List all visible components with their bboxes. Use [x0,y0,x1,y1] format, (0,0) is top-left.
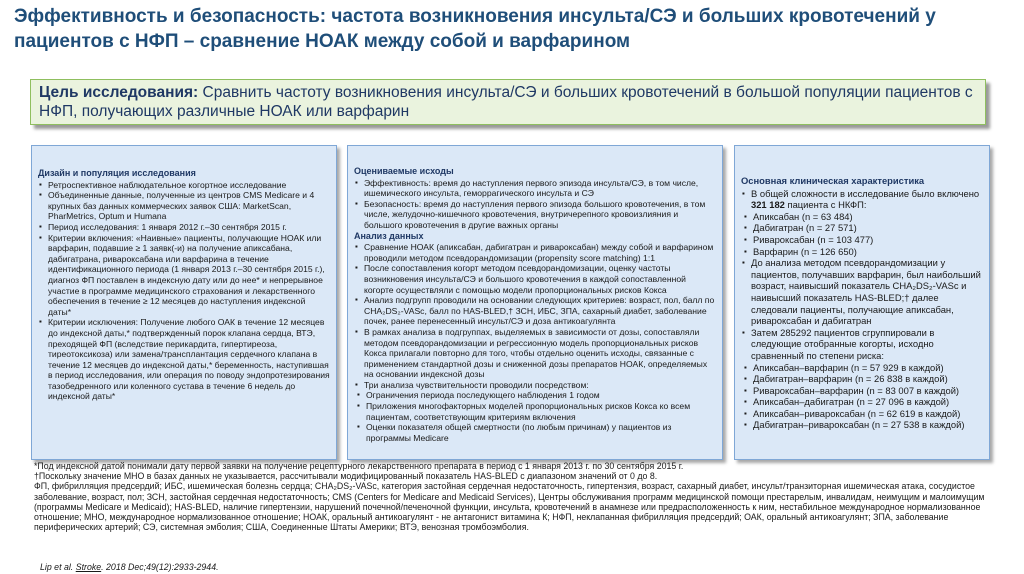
list-item: ▪ Сравнение НОАК (апиксабан, дабигатран и ривароксабан) между собой и варфарином проводили методом псевдорандомизации (propensity score matching) 1:1 [364,242,716,263]
list-item: ▪ Анализ подгрупп проводили на основании следующих критериев: возраст, пол, балл по CHA₂DS₂-VASc, балл по HAS-BLED,† ЗСН, ИБС, ЗПА, сахарный диабет, заболевание почек, ранее перенесенный инсульт/СЭ и доза антикоагулянта [364,295,716,327]
study-goal-label: Цель исследования: [39,84,199,101]
list-item: ▪ Дабигатран–варфарин (n = 26 838 в каждой) [753,373,983,385]
baseline-characteristics-panel [734,145,990,460]
list-item: ▪ Ривароксабан (n = 103 477) [753,234,983,246]
list-item: ▪ Безопасность: время до наступления первого эпизода большого кровотечения, в том числе, желудочно-кишечного кровотечения, внутричерепного кровоизлияния и большого кровотечения в другие важных органы [364,199,716,231]
list-item: ▪ Период исследования: 1 января 2012 г.–30 сентября 2015 г. [48,222,330,233]
outcomes-analysis-panel [347,145,723,460]
list-item: ▪ Оценки показателя общей смертности (по любым причинам) у пациентов из программы Medicare [366,422,716,443]
total-value: 321 182 [751,199,785,211]
list-item: ▪ Эффективность: время до наступления первого эпизода инсульта/СЭ, в том числе, ишемического инсульта, геморрагического инсульта и СЭ [364,178,716,199]
footnotes [34,461,994,532]
analysis-heading: Анализ данных [354,230,424,241]
list-item: ▪ Дабигатран–ривароксабан (n = 27 538 в каждой) [753,419,983,431]
list-item: ▪ Апиксабан (n = 63 484) [753,211,983,223]
design-heading: Дизайн и популяция исследования [38,168,196,178]
list-item: ▪ Дабигатран (n = 27 571) [753,222,983,234]
list-item: ▪ В рамках анализа в подгруппах, выделяемых в зависимости от дозы, сопоставляли методом псевдорандомизации и регрессионную модель пропорциональных рисков Кокса прилагали повторно для того, чтобы отдельно оценить исходы, связанные с применением стандартной дозы и сниженной дозы препаратов НОАК, определяемых на основании индексной дозы [364,327,716,380]
list-item: ▪ До анализа методом псевдорандомизации у пациентов, получавших варфарин, был наибольший возраст, наивысший показатель CHA₂DS₂-VASc и наивысший показатель HAS-BLED;† далее следовали пациенты, получающие апиксабан, ривароксабан и дабигатран [751,257,983,327]
footnote: *Под индексной датой понимали дату первой заявки на получение рецептурного лекарственного препарата в период с 1 января 2013 г. по 30 сентября 2015 г. [34,461,684,471]
outcomes-heading: Оцениваемые исходы [354,166,454,176]
list-item: ▪ Объединенные данные, полученные из центров CMS Medicare и 4 крупных баз данных коммерческих заявок США: MarketScan, PharMetrics, Optum и Humana [48,190,330,222]
total-tail: пациента с НКФП: [787,199,867,211]
citation-authors: Lip et al. [40,562,74,572]
study-goal-box [30,79,986,125]
list-item: ▪ Апиксабан–варфарин (n = 57 929 в каждой) [753,362,983,374]
citation-journal[interactable]: Stroke [75,562,102,572]
list-item: ▪ Приложения многофакторных моделей пропорциональных рисков Кокса ко всем пациентам, соответствующим критериям включения [366,401,716,422]
list-item: ▪ Варфарин (n = 126 650) [753,246,983,258]
list-item: ▪ Затем 285292 пациентов сгруппировали в следующие отобранные когорты, исходно сравненный по степени риска: [751,327,983,362]
list-item [751,188,983,211]
list-item: ▪ Ретроспективное наблюдательное когортное исследование [48,180,330,191]
citation [40,562,219,572]
list-item: ▪ Апиксабан–дабигатран (n = 27 096 в каждой) [753,396,983,408]
footnote: †Поскольку значение МНО в базах данных не указывается, рассчитывали модифицированный показатель HAS-BLED с диапазоном значений от 0 до 8. [34,471,658,482]
list-item: ▪ Три анализа чувствительности проводили посредством: [364,380,716,391]
list-item: ▪ Ривароксабан–варфарин (n = 83 007 в каждой) [753,385,983,397]
page-title: Эффективность и безопасность: частота возникновения инсульта/СЭ и больших кровотечений у пациентов с НФП – сравнение НОАК между собой и варфарином [14,6,936,52]
study-goal-text: Сравнить частоту возникновения инсульта/СЭ и больших кровотечений в большой популяции пациентов с НФП, получающих различные НОАК или варфарин [39,84,973,120]
baseline-heading: Основная клиническая характеристика [741,175,925,186]
footnote: ФП, фибрилляция предсердий; ИБС, ишемическая болезнь сердца; CHA₂DS₂-VASc, категория застойная сердечная недостаточность, гипертензия, возраст, сахарный диабет, инсульт/транзиторная ишемическая атака, сосудистое заболевание, возраст, пол; ЗСН, застойная сердечная недостаточность; CMS (Centers for Medicare and Medicaid Services), Центры обслуживания программ медицинской помощи престарелым, инвалидам, неимущим и малоимущим (программы Medicare и Medicaid); HAS-BLED, наличие гипертензии, нарушений почечной/печеночной функции, инсульта, кровотечений в анамнезе или предрасположенность к ним, нестабильное международное нормализованное отношение; МНО, международное нормализованное отношение; НОАК, оральный антикоагулянт - не антагонист витамина К; НФП, неклапанная фибрилляция предсердий; ОАК, оральный антикоагулянт; ЗПА, заболевание периферических артерий; СЭ, системная эмболия; США, Соединенные Штаты Америки; ВТЭ, венозная тромбоэмболия. [34,481,985,533]
list-item: ▪ После сопоставления когорт методом псевдорандомизации, оценку частоты возникновения инсульта/СЭ и большого кровотечения в каждой сопоставленной когорте осуществляли с помощью модели пропорциональных рисков Кокса [364,263,716,295]
design-population-panel [31,145,337,460]
list-item: ▪ Апиксабан–ривароксабан (n = 62 619 в каждой) [753,408,983,420]
total-intro: В общей сложности в исследование было включено [751,187,980,199]
list-item: ▪ Критерии исключения: Получение любого ОАК в течение 12 месяцев до индексной даты,* подтвержденный порок клапана сердца, ВТЭ, преходящей ФП (вследствие перикардита, гипертиреоза, тиреотоксикоза) или замена/трансплантация сердечного клапана в течение 12 месяцев до индексной даты,* беременность, наступившая в период исследования, или операция по поводу эндопротезирования тазобедренного или коленного сустава в течение 6 недель до индексной даты* [48,317,330,402]
citation-ref: . 2018 Dec;49(12):2933-2944. [101,562,219,572]
list-item: ▪ Критерии включения: «Наивные» пациенты, получающие НОАК или варфарин, подавшие ≥ 1 заявк(-и) на получение апиксабана, дабигатрана, ривароксабана или варфарина в течение идентификационного периода (1 января 2013 г.–30 сентября 2015 г.), диагноз ФП поставлен в индексную дату или до нее* и непрерывное участие в программе медицинского страхования и лекарственного обеспечения в течение ≥ 12 месяцев до наступления индексной даты* [48,233,330,318]
list-item: ▪ Ограничения периода последующего наблюдения 1 годом [366,390,716,401]
